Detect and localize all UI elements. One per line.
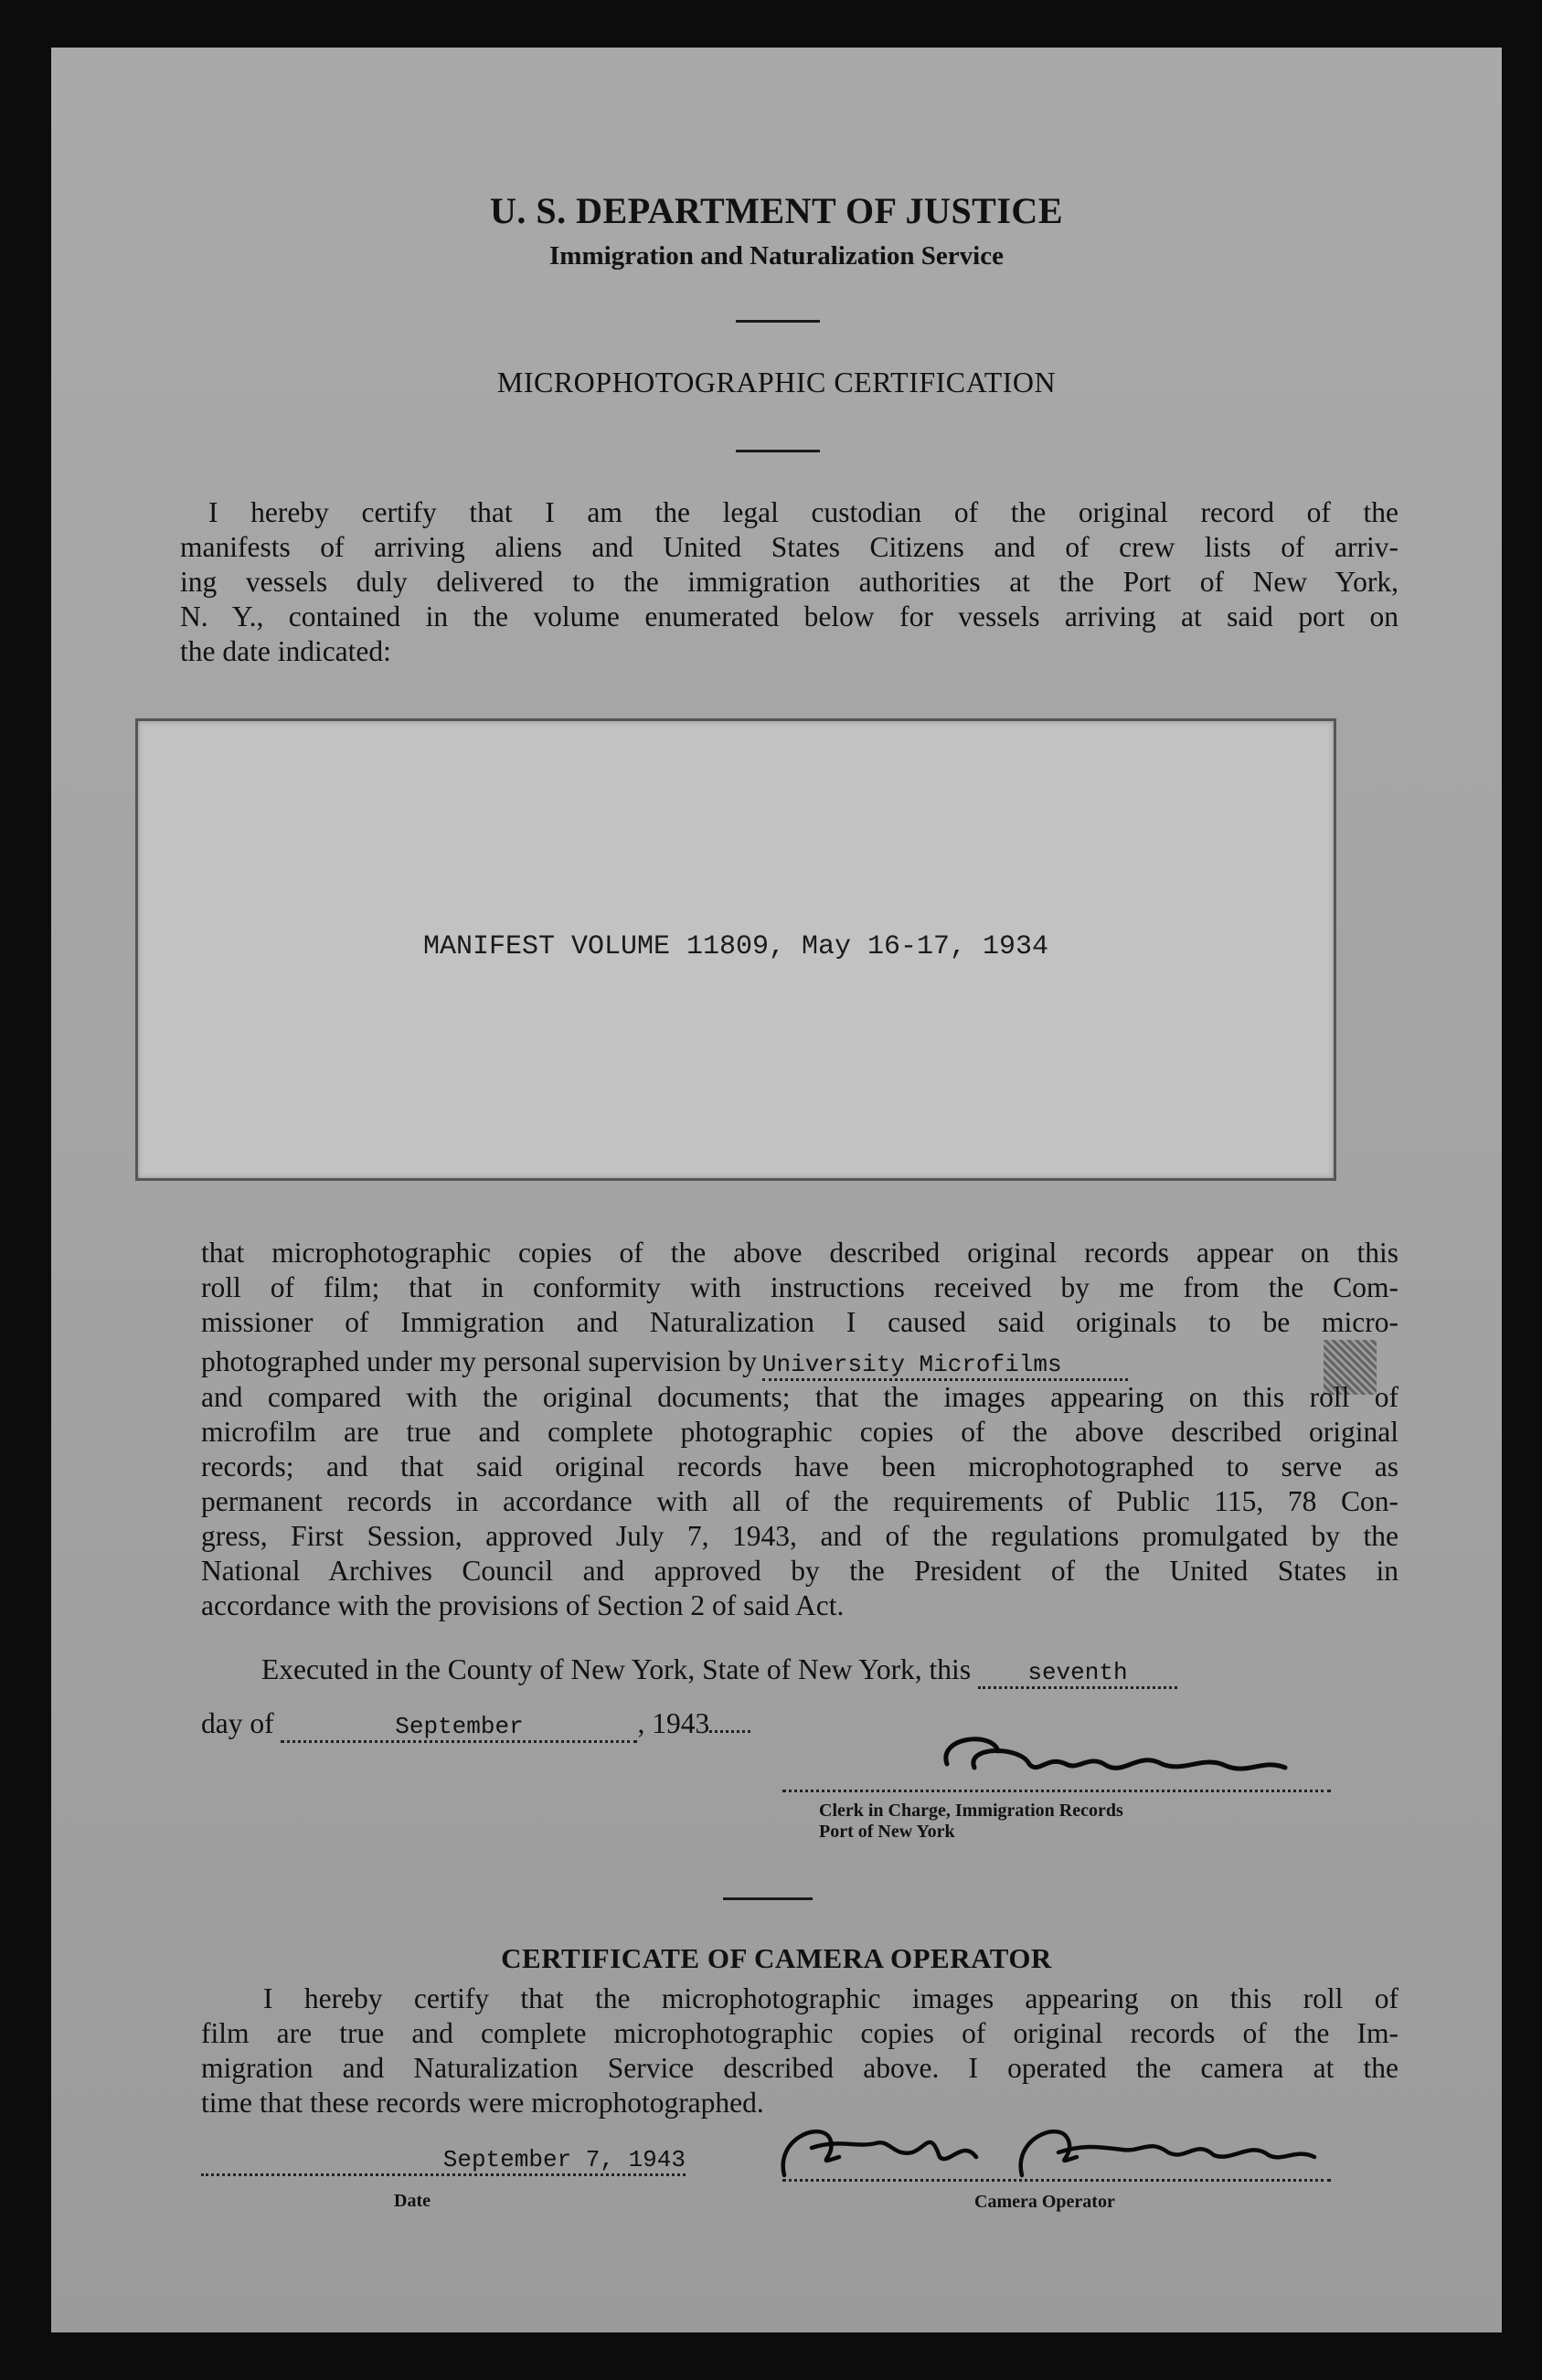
year-text: , 1943	[637, 1707, 710, 1739]
body-line: microfilm are true and complete photographic copies of the above described original	[201, 1416, 1398, 1448]
operator-signature-line	[782, 2179, 1331, 2182]
camera-date-filled: September 7, 1943	[442, 2146, 686, 2173]
supervision-prefix: photographed under my personal supervision by	[201, 1345, 758, 1377]
service-subheading: Immigration and Naturalization Service	[549, 241, 1004, 271]
camera-line: time that these records were microphotographed.	[201, 2087, 764, 2119]
camera-certificate-title: CERTIFICATE OF CAMERA OPERATOR	[501, 1942, 1052, 1974]
record-box	[135, 718, 1336, 1181]
camera-paragraph	[263, 1982, 1398, 2016]
day-of-label: day of	[201, 1707, 274, 1739]
body-paragraph-2	[201, 1380, 1398, 1623]
intro-line: I hereby certify that I am the legal custodian of the original record of the	[208, 496, 1398, 528]
day-filled: seventh	[1027, 1659, 1128, 1686]
camera-date-field	[201, 2141, 686, 2176]
intro-paragraph	[208, 495, 1398, 530]
body-line: that microphotographic copies of the above described original records appear on this	[201, 1237, 1398, 1269]
clerk-title-line: Port of New York	[819, 1822, 955, 1842]
execution-text: Executed in the County of New York, State of New York, this	[261, 1653, 972, 1685]
month-filled: September	[395, 1713, 524, 1740]
date-line	[201, 1707, 750, 1743]
divider	[736, 450, 820, 452]
intro-line: N. Y., contained in the volume enumerated below for vessels arriving at said port on	[180, 600, 1398, 632]
department-heading: U. S. DEPARTMENT OF JUSTICE	[490, 190, 1063, 231]
date-label: Date	[394, 2191, 431, 2211]
clerk-signature	[910, 1727, 1349, 1795]
intro-line: manifests of arriving aliens and United States Citizens and of crew lists of arriv-	[180, 531, 1398, 563]
body-paragraph	[201, 1236, 1398, 1340]
camera-line: film are true and complete microphotographic copies of original records of the Im-	[201, 2017, 1398, 2049]
intro-line: ing vessels duly delivered to the immigration authorities at the Port of New York,	[180, 566, 1398, 598]
divider	[736, 320, 820, 323]
execution-line	[261, 1653, 1177, 1689]
intro-paragraph-cont	[180, 530, 1398, 669]
certificate-page	[51, 48, 1502, 2332]
body-line: accordance with the provisions of Section 2 of said Act.	[201, 1589, 845, 1621]
clerk-title-line: Clerk in Charge, Immigration Records	[819, 1801, 1123, 1821]
body-line: National Archives Council and approved by the President of the United States in	[201, 1555, 1398, 1587]
intro-line: the date indicated:	[180, 635, 391, 667]
supervisor-name: University Microfilms	[762, 1351, 1128, 1381]
clerk-signature-line	[782, 1790, 1331, 1792]
certification-title: MICROPHOTOGRAPHIC CERTIFICATION	[496, 366, 1057, 398]
body-line: gress, First Session, approved July 7, 1943, and of the regulations promulgated by the	[201, 1520, 1398, 1552]
supervision-line	[201, 1345, 1128, 1381]
camera-operator-label: Camera Operator	[974, 2192, 1115, 2212]
camera-line: I hereby certify that the microphotographic images appearing on this roll of	[263, 1982, 1398, 2014]
camera-line: migration and Naturalization Service described above. I operated the camera at the	[201, 2052, 1398, 2084]
body-line: records; and that said original records have been microphotographed to serve as	[201, 1450, 1398, 1482]
body-line: and compared with the original documents; that the images appearing on this roll of	[201, 1381, 1398, 1413]
body-line: permanent records in accordance with all of the requirements of Public 115, 78 Con-	[201, 1485, 1398, 1517]
clerk-title	[819, 1801, 1123, 1843]
divider	[723, 1897, 813, 1900]
body-line: missioner of Immigration and Naturalization I caused said originals to be micro-	[201, 1306, 1398, 1338]
manifest-volume-text: MANIFEST VOLUME 11809, May 16-17, 1934	[422, 931, 1049, 962]
body-line: roll of film; that in conformity with instructions received by me from the Com-	[201, 1271, 1398, 1303]
